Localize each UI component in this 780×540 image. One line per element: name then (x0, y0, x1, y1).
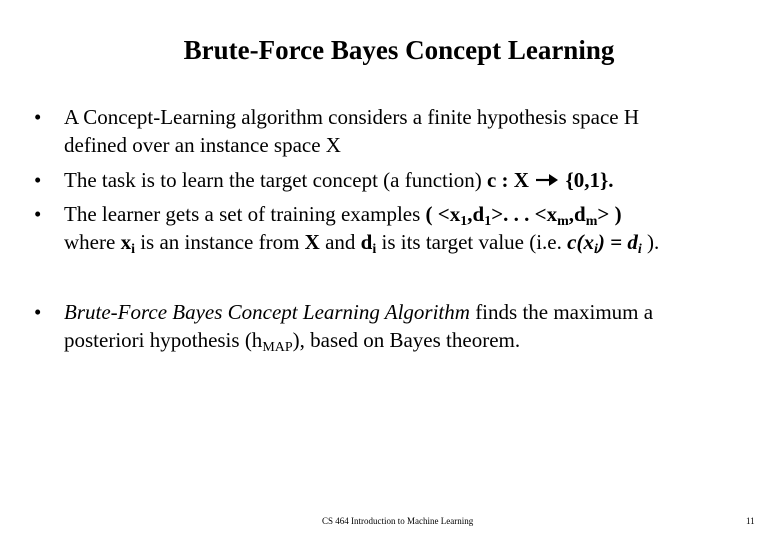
instance-space-x: X (304, 230, 320, 254)
bullet-3-text (64, 200, 770, 256)
bullet-3-line-2: where $x_i$ is an instance from X and $d_i$ is its target value (i.e. $c(x_i) = d_i$ ). (64, 230, 660, 257)
bullet-3-lead: The learner gets a set of training examples (64, 202, 426, 226)
bullet-1-line-2: defined over an instance space X (64, 133, 341, 157)
target-equation: $c(x_i) = d_i$ (567, 230, 642, 257)
bullet-4-text (64, 298, 770, 354)
bullet-1-text (64, 103, 770, 159)
target-d-i: $d_i$ (360, 230, 377, 257)
map-subscript: MAP (262, 340, 293, 355)
bullet-3-line-1 (64, 200, 770, 228)
bullet-4-glyph: • (34, 300, 42, 324)
bullet-4-line-2: posteriori hypothesis $(h_{MAP})$, based on Bayes theorem. (64, 328, 521, 355)
footer-page-number: 11 (746, 516, 755, 526)
footer-course-name: CS 464 Introduction to Machine Learning (322, 516, 474, 526)
instance-x-i: $x_i$ (120, 230, 135, 257)
bullet-3-glyph: • (34, 202, 42, 226)
training-examples: ( $<x_1,d_1>$. . . $<x_m,d_m>$ ) (425, 202, 622, 229)
algorithm-name: Brute-Force Bayes Concept Learning Algorithm (64, 300, 470, 324)
bullet-4-line-1: Brute-Force Bayes Concept Learning Algorithm finds the maximum a (64, 300, 654, 324)
bullet-2-function: c : X (486, 168, 535, 192)
slide-title: Brute-Force Bayes Concept Learning (183, 35, 615, 65)
bullet-2-glyph: • (34, 168, 42, 192)
bullet-2-text (64, 166, 770, 194)
bullet-2-codomain: {0,1}. (560, 168, 614, 192)
bullet-1-glyph: • (34, 105, 42, 129)
bullet-1-line-1: A Concept-Learning algorithm considers a finite hypothesis space H (64, 105, 640, 129)
right-arrow-icon (535, 172, 559, 188)
bullet-2-lead: The task is to learn the target concept (a function) (64, 168, 487, 192)
